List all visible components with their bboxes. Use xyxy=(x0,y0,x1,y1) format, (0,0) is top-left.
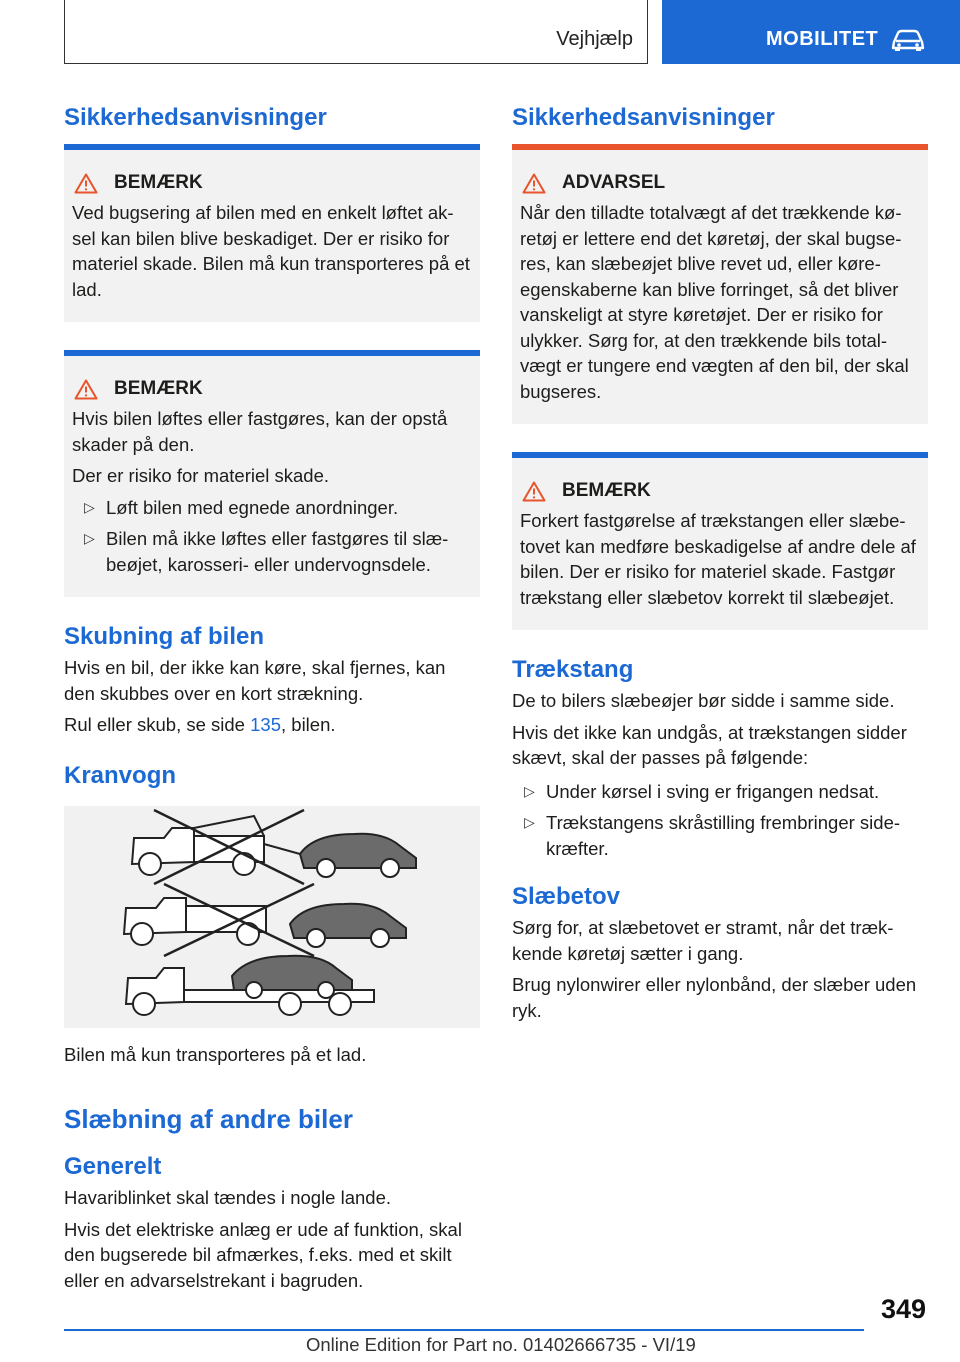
header-chapter-tab[interactable] xyxy=(662,0,960,64)
footer-rule xyxy=(64,1329,864,1331)
tow-rope-heading: Slæbetov xyxy=(512,883,621,910)
general-heading: Generelt xyxy=(64,1153,162,1180)
towbar-text-1: De to bilers slæbeøjer bør sidde i samme side. xyxy=(512,690,895,711)
warning-triangle-icon xyxy=(74,379,98,400)
push-reference: Rul eller skub, se side 135, bilen. xyxy=(64,714,336,735)
warning-box-total-weight xyxy=(512,144,928,424)
page-number: 349 xyxy=(880,1294,926,1324)
tow-rope-text-2: Brug nylonwirer eller nylonbånd, der slæber uden ryk. xyxy=(512,974,917,1021)
triangle-bullet-icon: ▷ xyxy=(84,498,95,515)
notice-title xyxy=(72,376,472,402)
header-section-title: Vejhjælp xyxy=(556,28,633,50)
page-reference-link[interactable]: 135 xyxy=(250,714,281,735)
notice-text: Der er risiko for materiel skade. xyxy=(72,465,330,486)
crane-heading: Kranvogn xyxy=(64,761,177,789)
notice-text: Forkert fastgørelse af trækstangen eller slæbe‐tovet kan medføre beskadigelse af andre dele af bilen. Der er risiko for materiel skade. Fastgør trækstang eller slæbetov korrekt til slæbeøjet. xyxy=(520,510,916,608)
header-section-box xyxy=(64,0,648,64)
header-chapter-label: MOBILITET xyxy=(766,28,879,50)
crane-caption: Bilen må kun transporteres på et lad. xyxy=(64,1043,367,1065)
notice-text: Ved bugsering af bilen med en enkelt løftet ak‐sel kan bilen blive beskadiget. Der er risiko for materiel skade. Bilen må kun transporteres på et lad. xyxy=(72,202,470,300)
notice-box-attachment xyxy=(512,452,928,630)
left-safety-heading: Sikkerhedsanvisninger xyxy=(64,104,327,131)
tow-truck-illustration xyxy=(64,806,480,1028)
bullet-list xyxy=(512,779,928,862)
towbar-heading: Trækstang xyxy=(512,656,634,683)
bullet-list xyxy=(72,495,472,578)
push-text: Hvis en bil, der ikke kan køre, skal fjernes, kan den skubbes over en kort strækning. xyxy=(64,657,446,704)
notice-text: Hvis bilen løftes eller fastgøres, kan der opstå skader på den. xyxy=(72,408,448,455)
list-item: ▷ Bilen må ikke løftes eller fastgøres til slæ‐beøjet, karosseri- eller undervognsdele. xyxy=(84,528,449,575)
towbar-text-2: Hvis det ikke kan undgås, at trækstangen sidder skævt, skal der passes på følgende: xyxy=(512,721,907,768)
notice-title xyxy=(520,478,920,504)
notice-title-text: BEMÆRK xyxy=(114,172,203,193)
notice-box-lifting xyxy=(64,350,480,597)
right-safety-heading: Sikkerhedsanvisninger xyxy=(512,104,775,131)
tow-others-heading: Slæbning af andre biler xyxy=(64,1104,353,1134)
warning-triangle-icon xyxy=(522,481,546,502)
car-icon xyxy=(890,28,926,52)
push-heading: Skubning af bilen xyxy=(64,623,265,650)
warning-title-text: ADVARSEL xyxy=(562,172,666,193)
warning-title xyxy=(520,170,920,196)
notice-box-single-axle xyxy=(64,144,480,322)
general-text-1: Havariblinket skal tændes i nogle lande. xyxy=(64,1187,392,1208)
footer-edition: Online Edition for Part no. 01402666735 - VI/19 xyxy=(306,1334,696,1355)
list-item: ▷ Trækstangens skråstilling frembringer side‐kræfter. xyxy=(524,812,901,859)
triangle-bullet-icon: ▷ xyxy=(524,782,535,799)
triangle-bullet-icon: ▷ xyxy=(84,530,95,546)
list-item: ▷ Løft bilen med egnede anordninger. xyxy=(72,495,472,521)
notice-title-text: BEMÆRK xyxy=(114,378,203,399)
warning-triangle-icon xyxy=(74,173,98,194)
warning-triangle-icon xyxy=(522,173,546,194)
tow-truck-illustration-graphic xyxy=(64,806,480,1028)
notice-title xyxy=(72,170,472,196)
triangle-bullet-icon: ▷ xyxy=(524,814,535,830)
left-column xyxy=(64,100,480,1293)
tow-rope-text-1: Sørg for, at slæbetovet er stramt, når det træk‐kende køretøj sætter i gang. xyxy=(512,917,894,964)
right-column xyxy=(512,100,928,1023)
notice-title-text: BEMÆRK xyxy=(562,480,651,501)
general-text-2: Hvis det elektriske anlæg er ude af funktion, skal den bugserede bil afmærkes, f.eks. med et skilt eller en advarselstrekant i bagruden. xyxy=(64,1218,462,1291)
list-item: ▷ Under kørsel i sving er frigangen nedsat. xyxy=(512,779,928,805)
warning-text: Når den tilladte totalvægt af det trækkende kø‐retøj er lettere end det køretøj, der skal bugse‐res, kan slæbeøjet blive revet ud, eller køre‐egenskaberne kan blive forringet, så det bliver vanskeligt at styre køretøjet. Der er risiko for ulykker. Sørg for, at den trækkende bils total‐vægt er tungere end vægten af den bil, der skal bugseres. xyxy=(520,202,909,402)
